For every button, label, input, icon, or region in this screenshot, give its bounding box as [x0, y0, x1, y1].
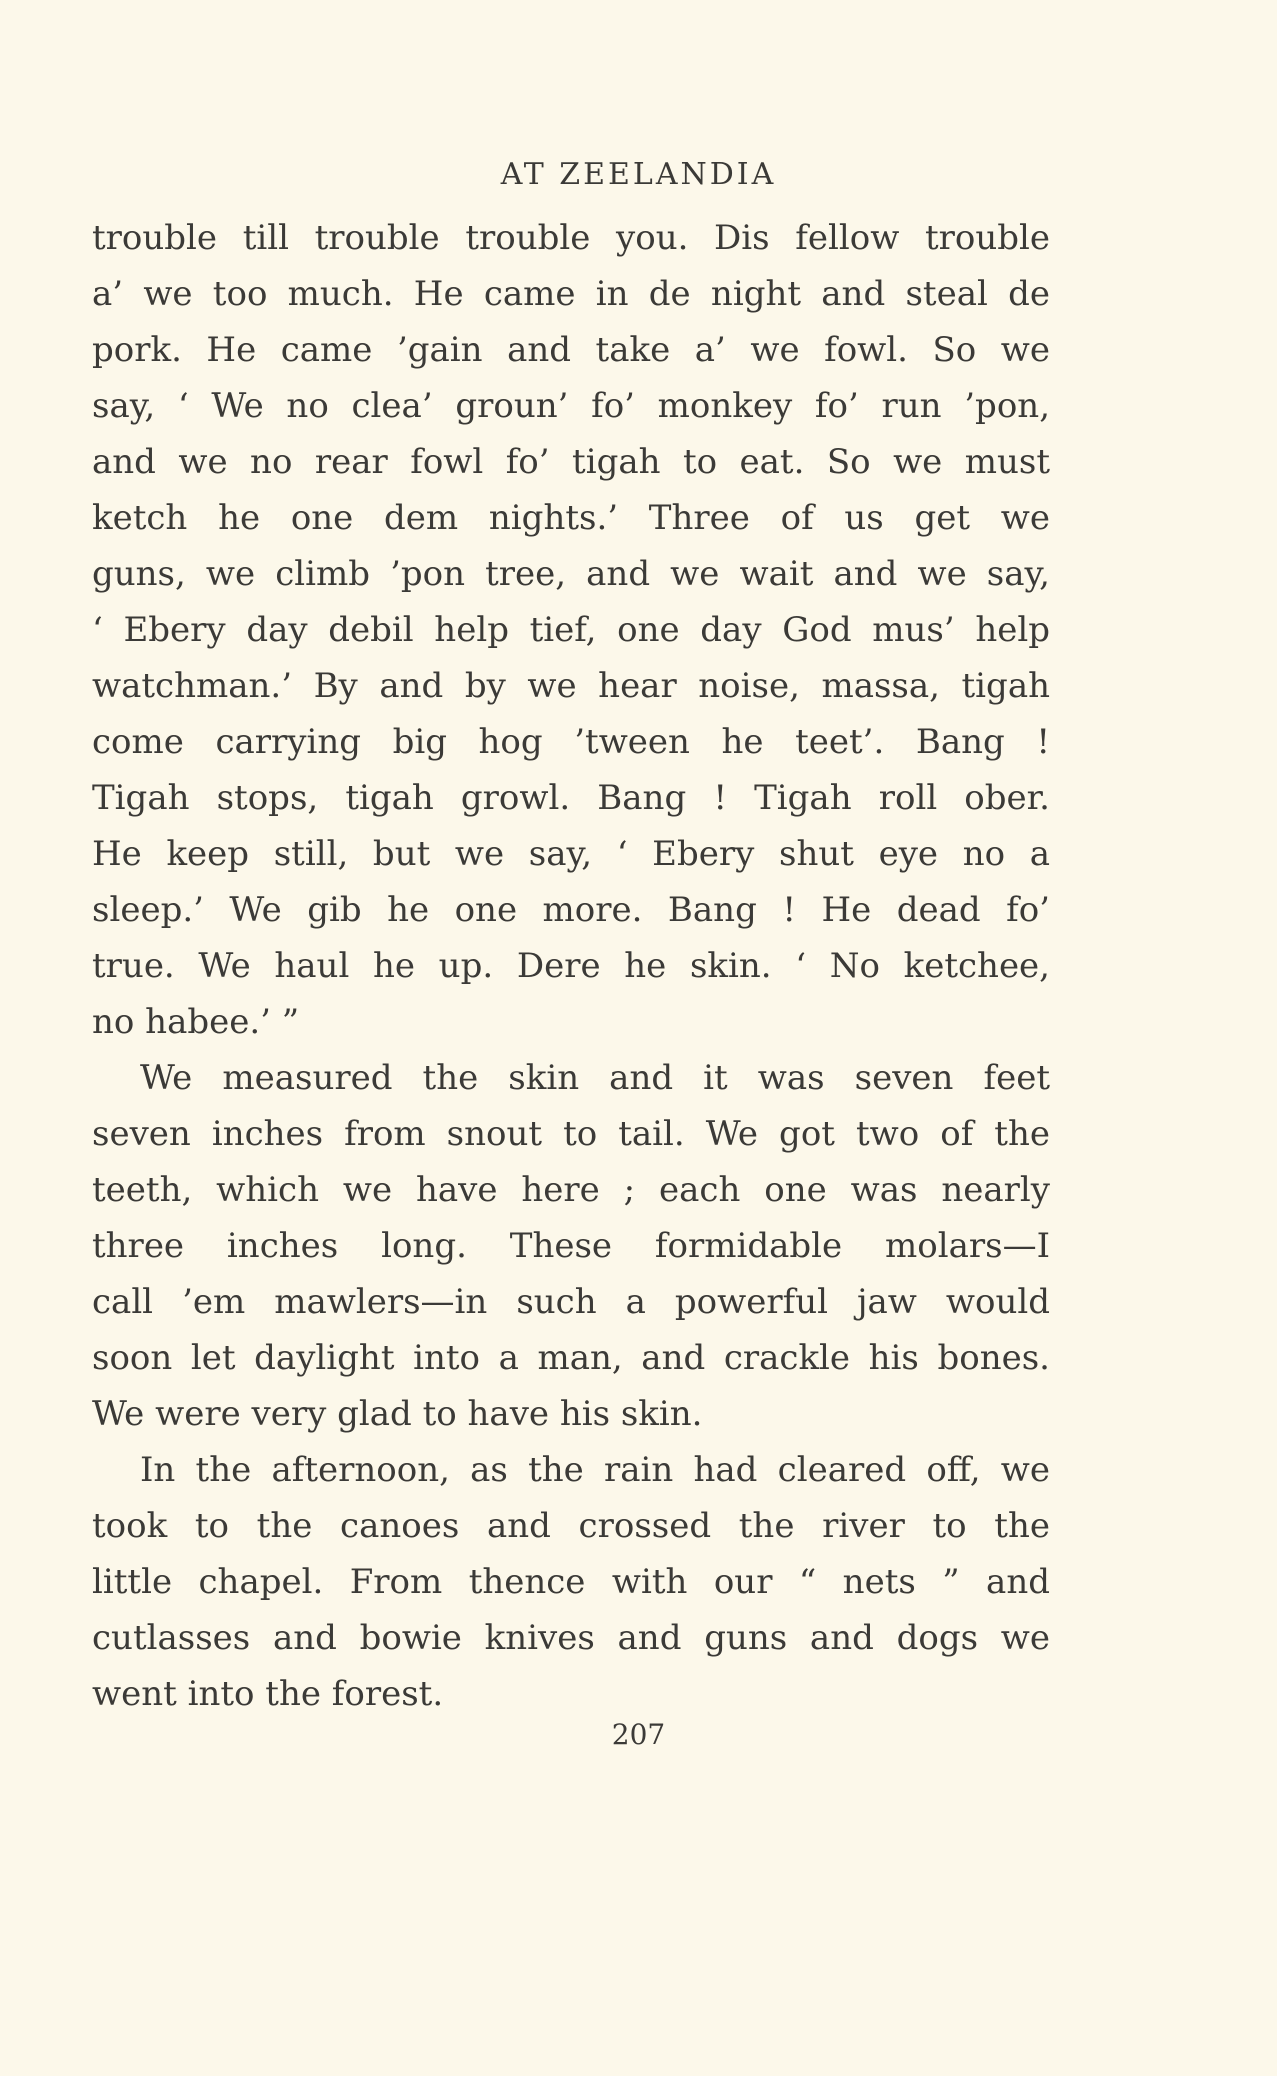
text-line: say, ‘ We no clea’ groun’ fo’ monkey fo’ run ’pon, [92, 386, 1050, 426]
text-line: no habee.’ ” [92, 1002, 300, 1042]
text-line: true. We haul he up. Dere he skin. ‘ No ketchee, [92, 946, 1050, 986]
text-line: call ’em mawlers—in such a powerful jaw would [92, 1282, 1050, 1322]
text-line: little chapel. From thence with our “ nets ” and [92, 1562, 1050, 1602]
text-line: trouble till trouble trouble you. Dis fellow trouble [92, 218, 1050, 258]
text-line: and we no rear fowl fo’ tigah to eat. So we must [92, 442, 1050, 482]
text-line: pork. He came ’gain and take a’ we fowl. So we [92, 330, 1050, 370]
text-line: seven inches from snout to tail. We got two of the [92, 1114, 1050, 1154]
text-line: teeth, which we have here ; each one was nearly [92, 1170, 1050, 1210]
paragraph-first-line: In the afternoon, as the rain had cleared off, we [140, 1450, 1050, 1490]
text-line: went into the forest. [92, 1674, 444, 1714]
paragraph-first-line: We measured the skin and it was seven feet [140, 1058, 1050, 1098]
body-text [92, 210, 1050, 1722]
text-line: sleep.’ We gib he one more. Bang ! He dead fo’ [92, 890, 1050, 930]
text-line: come carrying big hog ’tween he teet’. Bang ! [92, 722, 1050, 762]
text-line: soon let daylight into a man, and crackle his bones. [92, 1338, 1050, 1378]
text-line: He keep still, but we say, ‘ Ebery shut eye no a [92, 834, 1050, 874]
text-line: Tigah stops, tigah growl. Bang ! Tigah roll ober. [92, 778, 1050, 818]
text-line: We were very glad to have his skin. [92, 1394, 703, 1434]
text-line: a’ we too much. He came in de night and steal de [92, 274, 1050, 314]
page-number: 207 [611, 1718, 666, 1751]
text-line: ‘ Ebery day debil help tief, one day God mus’ help [92, 610, 1050, 650]
running-head: AT ZEELANDIA [500, 157, 777, 192]
text-line: watchman.’ By and by we hear noise, massa, tigah [92, 666, 1050, 706]
text-line: cutlasses and bowie knives and guns and dogs we [92, 1618, 1050, 1658]
text-line: guns, we climb ’pon tree, and we wait and we say, [92, 554, 1050, 594]
text-line: three inches long. These formidable molars—I [92, 1226, 1050, 1266]
text-line: ketch he one dem nights.’ Three of us get we [92, 498, 1050, 538]
text-line: took to the canoes and crossed the river to the [92, 1506, 1050, 1546]
